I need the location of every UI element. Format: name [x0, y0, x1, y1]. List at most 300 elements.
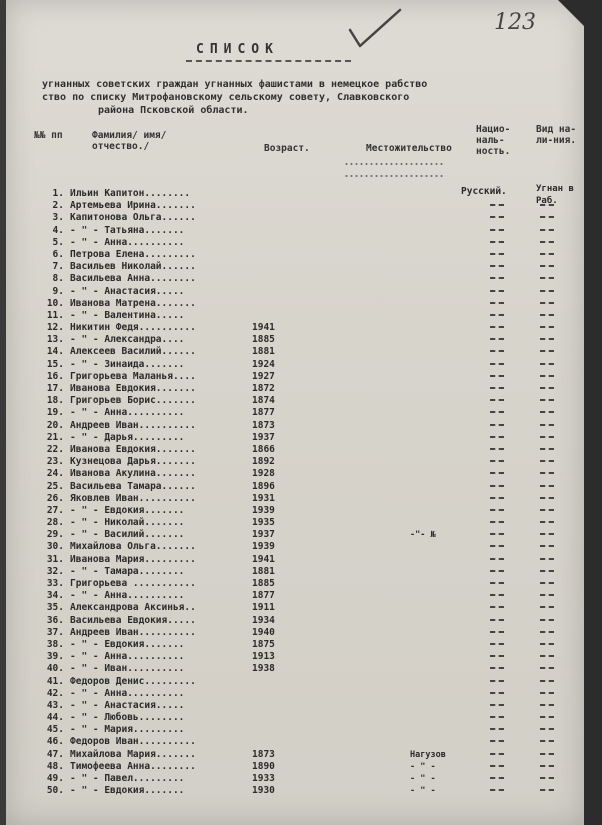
ditto-mark — [490, 643, 504, 649]
row-number: 6. — [52, 248, 64, 260]
ditto-mark — [540, 485, 554, 491]
ditto-mark — [490, 558, 504, 564]
row-number: 12. — [46, 322, 64, 334]
person-name: Федоров Иван.......... — [70, 736, 196, 748]
table-row — [40, 578, 580, 590]
ditto-mark — [540, 387, 554, 393]
ditto-mark — [540, 643, 554, 649]
table-row — [40, 724, 580, 736]
ditto-mark — [540, 436, 554, 442]
table-row — [40, 395, 580, 407]
row-number: 24. — [46, 468, 64, 480]
row-number: 3. — [52, 212, 64, 224]
table-row — [40, 225, 580, 237]
birth-year: 1896 — [252, 480, 275, 492]
birth-year: 1873 — [252, 748, 275, 760]
table-row — [40, 420, 580, 432]
ditto-mark — [490, 204, 504, 210]
ditto-mark — [490, 728, 504, 734]
person-name: - " - Любовь........ — [70, 712, 185, 724]
table-row — [40, 468, 580, 480]
table-row — [40, 444, 580, 456]
ditto-mark — [490, 399, 504, 405]
table-row — [40, 773, 580, 785]
table-row — [40, 432, 580, 444]
row-number: 9. — [52, 285, 64, 297]
row-number: 33. — [46, 578, 64, 589]
ditto-mark — [540, 631, 554, 637]
ditto-mark — [540, 594, 554, 600]
ditto-mark — [540, 497, 554, 503]
person-name: Капитонова Ольга...... — [70, 212, 196, 224]
ditto-mark — [540, 314, 554, 320]
row-number: 7. — [52, 261, 64, 273]
birth-year: 1885 — [252, 334, 275, 346]
ditto-mark — [490, 302, 504, 308]
row-number: 39. — [46, 651, 64, 663]
person-name: Михайлова Мария....... — [70, 748, 196, 760]
table-row — [40, 322, 580, 334]
birth-year: 1924 — [252, 358, 275, 370]
header-num: №№ пп — [34, 130, 63, 141]
ditto-mark — [540, 472, 554, 478]
birth-year: 1939 — [252, 541, 275, 553]
person-name: Васильева Тамара...... — [70, 480, 196, 492]
person-name: Александрова Аксинья.. — [70, 602, 196, 614]
birth-year: 1890 — [252, 760, 275, 772]
ditto-mark — [490, 326, 504, 332]
ditto-mark — [490, 606, 504, 612]
ditto-mark — [540, 655, 554, 661]
table-row — [40, 590, 580, 602]
ditto-mark — [490, 350, 504, 356]
table-row — [40, 639, 580, 651]
ditto-mark — [540, 533, 554, 539]
row-number: 42. — [46, 687, 64, 699]
ditto-mark — [490, 716, 504, 722]
birth-year: 1911 — [252, 602, 275, 614]
ditto-mark — [490, 680, 504, 686]
row-number: 48. — [46, 760, 64, 772]
dot-leader — [344, 160, 444, 168]
ditto-mark — [490, 241, 504, 247]
person-name: Иванова Матрена....... — [70, 297, 196, 309]
ditto-mark — [540, 680, 554, 686]
ditto-mark — [490, 387, 504, 393]
person-name: - " - Анастасия..... — [70, 699, 185, 711]
row-number: 29. — [46, 529, 64, 541]
ditto-mark — [490, 789, 504, 795]
ditto-mark — [490, 765, 504, 771]
table-row — [40, 566, 580, 578]
row-number: 22. — [46, 443, 64, 455]
person-name: - " - Евдокия....... — [70, 638, 185, 650]
ditto-mark — [540, 411, 554, 417]
birth-year: 1877 — [252, 407, 275, 419]
table-row — [40, 261, 580, 273]
table-row — [40, 334, 580, 346]
person-name: Иванова Мария......... — [70, 553, 196, 565]
person-name: Васильев Николай...... — [70, 261, 196, 273]
row-number: 4. — [52, 224, 64, 236]
person-name: Иванова Евдокия....... — [70, 443, 196, 455]
person-name: - " - Дарья......... — [70, 431, 185, 443]
person-name: - " - Анна.......... — [70, 236, 185, 248]
table-row — [40, 761, 580, 773]
ditto-mark — [490, 545, 504, 551]
person-name: Григорьева Маланья.... — [70, 370, 196, 382]
birth-year: 1927 — [252, 370, 275, 382]
ditto-mark — [540, 740, 554, 746]
row-number: 19. — [46, 407, 64, 419]
table-row — [40, 615, 580, 627]
ditto-mark — [490, 533, 504, 539]
ditto-mark — [490, 704, 504, 710]
ditto-mark — [540, 509, 554, 515]
ditto-mark — [540, 606, 554, 612]
row-number: 11. — [46, 309, 64, 321]
header-nationality: Нацио-наль-ность. — [476, 124, 511, 157]
birth-year: 1877 — [252, 590, 275, 602]
ditto-mark — [540, 728, 554, 734]
ditto-mark — [490, 753, 504, 759]
row-number: 5. — [52, 236, 64, 248]
ditto-mark — [490, 485, 504, 491]
person-name: - " - Тамара........ — [70, 565, 185, 577]
ditto-mark — [490, 314, 504, 320]
ditto-mark — [490, 619, 504, 625]
occupation-first-value: Угнан в Раб. — [536, 184, 574, 206]
person-name: Яковлев Иван.......... — [70, 492, 196, 504]
intro-line: района Псковской области. — [98, 105, 249, 116]
ditto-mark — [540, 241, 554, 247]
birth-year: 1881 — [252, 565, 275, 577]
ditto-mark — [490, 582, 504, 588]
person-name: - " - Валентина..... — [70, 309, 185, 321]
row-number: 40. — [46, 663, 64, 675]
table-row — [40, 273, 580, 285]
birth-year: 1933 — [252, 773, 275, 784]
birth-year: 1928 — [252, 468, 275, 480]
table-row — [40, 310, 580, 322]
row-number: 38. — [46, 638, 64, 650]
table-row — [40, 749, 580, 761]
person-name: Петрова Елена......... — [70, 248, 196, 260]
person-name: Кузнецова Дарья....... — [70, 456, 196, 468]
ditto-mark — [490, 472, 504, 478]
row-number: 37. — [46, 626, 64, 638]
ditto-mark — [490, 509, 504, 515]
row-number: 28. — [46, 517, 64, 529]
table-row — [40, 517, 580, 529]
row-number: 20. — [46, 419, 64, 431]
birth-year: 1930 — [252, 785, 275, 797]
row-number: 18. — [46, 395, 64, 407]
ditto-mark — [490, 655, 504, 661]
row-number: 25. — [46, 480, 64, 492]
ditto-mark — [540, 619, 554, 625]
ditto-mark — [490, 265, 504, 271]
ditto-mark — [540, 326, 554, 332]
row-number: 27. — [46, 504, 64, 516]
table-row — [40, 371, 580, 383]
table-row — [40, 700, 580, 712]
ditto-mark — [540, 777, 554, 783]
ditto-mark — [540, 375, 554, 381]
person-name: Васильева Анна........ — [70, 273, 196, 285]
birth-year: 1941 — [252, 322, 275, 334]
ditto-mark — [490, 692, 504, 698]
table-row — [40, 359, 580, 371]
birth-year: 1935 — [252, 517, 275, 529]
ditto-mark — [540, 424, 554, 430]
birth-year: 1872 — [252, 383, 275, 394]
person-name: - " - Мария......... — [70, 724, 185, 736]
person-name: - " - Анна.......... — [70, 590, 185, 602]
page-number: 123 — [494, 10, 536, 35]
row-number: 17. — [46, 383, 64, 394]
row-number: 26. — [46, 492, 64, 504]
intro-line: ство по списку Митрофановскому сельскому совету, Славковского — [42, 92, 410, 103]
birth-year: 1937 — [252, 529, 275, 541]
row-number: 35. — [46, 602, 64, 614]
row-number: 46. — [46, 736, 64, 748]
person-name: - " - Александра.... — [70, 334, 185, 346]
ditto-mark — [490, 521, 504, 527]
birth-year: 1874 — [252, 395, 275, 407]
ditto-mark — [540, 460, 554, 466]
ditto-mark — [490, 277, 504, 283]
header-age: Возраст. — [264, 143, 310, 154]
ditto-mark — [540, 350, 554, 356]
row-number: 47. — [46, 748, 64, 760]
ditto-mark — [540, 545, 554, 551]
ditto-mark — [540, 265, 554, 271]
row-number: 13. — [46, 334, 64, 346]
table-row — [40, 651, 580, 663]
ditto-mark — [490, 740, 504, 746]
ditto-mark — [490, 594, 504, 600]
row-number: 50. — [46, 785, 64, 797]
ditto-mark — [490, 216, 504, 222]
ditto-mark — [540, 448, 554, 454]
table-row — [40, 346, 580, 358]
table-row — [40, 554, 580, 566]
ditto-mark — [540, 667, 554, 673]
person-name: Андреев Иван.......... — [70, 626, 196, 638]
header-name: Фамилия/ имя/ отчество./ — [92, 130, 167, 152]
row-number: 21. — [46, 431, 64, 443]
person-name: Михайлова Ольга....... — [70, 541, 196, 553]
person-name: - " - Евдокия....... — [70, 785, 185, 797]
ditto-mark — [540, 302, 554, 308]
person-name: Никитин Федя.......... — [70, 322, 196, 334]
ditto-mark — [490, 497, 504, 503]
ditto-mark — [540, 765, 554, 771]
intro-line: угнанных советских граждан угнанных фашистами в немецкое рабство — [42, 79, 428, 90]
ditto-mark — [540, 399, 554, 405]
person-name: Васильева Евдокия..... — [70, 614, 196, 626]
birth-year: 1941 — [252, 553, 275, 565]
person-name: Федоров Денис......... — [70, 675, 196, 687]
person-name: Григорьева ........... — [70, 578, 196, 589]
ditto-mark — [490, 375, 504, 381]
header-residence: Местожительство — [366, 143, 452, 154]
person-name: Тимофеева Анна........ — [70, 760, 196, 772]
row-number: 44. — [46, 712, 64, 724]
ditto-mark — [540, 716, 554, 722]
row-number: 23. — [46, 456, 64, 468]
person-name: - " - Анна.......... — [70, 407, 185, 419]
birth-year: 1940 — [252, 626, 275, 638]
row-number: 16. — [46, 370, 64, 382]
person-list — [40, 188, 580, 797]
ditto-mark — [540, 363, 554, 369]
ditto-mark — [490, 631, 504, 637]
title-underline — [186, 60, 351, 62]
person-name: - " - Анна.......... — [70, 687, 185, 699]
birth-year: 1881 — [252, 346, 275, 358]
row-number: 15. — [46, 358, 64, 370]
row-number: 34. — [46, 590, 64, 602]
table-row — [40, 505, 580, 517]
birth-year: 1938 — [252, 663, 275, 675]
table-row — [40, 383, 580, 395]
ditto-mark — [540, 704, 554, 710]
ditto-mark — [490, 290, 504, 296]
table-row — [40, 298, 580, 310]
table-row — [40, 407, 580, 419]
person-name: - " - Иван.......... — [70, 663, 185, 675]
row-number: 1. — [52, 188, 64, 199]
table-row — [40, 212, 580, 224]
ditto-mark — [540, 692, 554, 698]
birth-year: 1866 — [252, 443, 275, 455]
row-number: 41. — [46, 675, 64, 687]
ditto-mark — [540, 753, 554, 759]
ditto-mark — [540, 789, 554, 795]
row-number: 14. — [46, 346, 64, 358]
ditto-mark — [490, 460, 504, 466]
header-occupation: Вид на-ли-ния. — [536, 124, 577, 146]
nationality-first-value: Русский. — [461, 186, 507, 197]
person-name: - " - Анастасия..... — [70, 285, 185, 297]
person-name: - " - Татьяна....... — [70, 224, 185, 236]
ditto-mark — [490, 253, 504, 259]
table-row — [40, 481, 580, 493]
table-row — [40, 736, 580, 748]
row-number: 8. — [52, 273, 64, 285]
ditto-mark — [490, 777, 504, 783]
row-number: 45. — [46, 724, 64, 736]
checkmark-icon — [346, 6, 406, 52]
table-row — [40, 541, 580, 553]
row-number: 2. — [52, 200, 64, 212]
row-number: 10. — [46, 297, 64, 309]
scan-edge — [584, 0, 602, 825]
ditto-mark — [490, 229, 504, 235]
ditto-mark — [540, 558, 554, 564]
table-row — [40, 785, 580, 797]
ditto-mark — [490, 424, 504, 430]
person-name: - " - Николай....... — [70, 517, 185, 529]
table-row — [40, 688, 580, 700]
birth-year: 1934 — [252, 614, 275, 626]
person-name: Андреев Иван.......... — [70, 419, 196, 431]
ditto-mark — [540, 216, 554, 222]
ditto-mark — [490, 448, 504, 454]
row-number: 43. — [46, 699, 64, 711]
row-number: 36. — [46, 614, 64, 626]
ditto-mark — [540, 229, 554, 235]
row-number: 31. — [46, 553, 64, 565]
person-name: Ильин Капитон........ — [70, 188, 191, 199]
birth-year: 1931 — [252, 492, 275, 504]
ditto-mark — [490, 338, 504, 344]
person-name: Иванова Акулина....... — [70, 468, 196, 480]
table-row — [40, 456, 580, 468]
birth-year: 1885 — [252, 578, 275, 589]
document-sheet — [6, 0, 584, 825]
table-row — [40, 529, 580, 541]
ditto-mark — [540, 253, 554, 259]
table-row — [40, 602, 580, 614]
person-name: Григорьев Борис....... — [70, 395, 196, 407]
person-name: - " - Зинаида....... — [70, 358, 185, 370]
ditto-mark — [490, 570, 504, 576]
document-title: СПИСОК — [196, 42, 279, 57]
person-name: - " - Павел......... — [70, 773, 185, 784]
row-number: 32. — [46, 565, 64, 577]
document-intro — [42, 78, 562, 117]
residence-value: - " - — [410, 774, 436, 784]
table-row — [40, 712, 580, 724]
table-row — [40, 493, 580, 505]
table-row — [40, 663, 580, 675]
birth-year: 1892 — [252, 456, 275, 468]
person-name: Артемьева Ирина....... — [70, 200, 196, 212]
ditto-mark — [490, 363, 504, 369]
dot-leader — [344, 172, 444, 180]
ditto-mark — [540, 290, 554, 296]
person-name: Иванова Евдокия....... — [70, 383, 196, 394]
person-name: - " - Анна.......... — [70, 651, 185, 663]
ditto-mark — [540, 570, 554, 576]
birth-year: 1913 — [252, 651, 275, 663]
ditto-mark — [540, 204, 554, 210]
ditto-mark — [490, 411, 504, 417]
table-row — [40, 627, 580, 639]
residence-value: Нагузов — [410, 749, 446, 760]
ditto-mark — [490, 436, 504, 442]
residence-value: -"- № — [410, 530, 436, 541]
table-row — [40, 249, 580, 261]
table-row — [40, 237, 580, 249]
ditto-mark — [490, 667, 504, 673]
person-name: - " - Василий....... — [70, 529, 185, 541]
person-name: Алексеев Василий...... — [70, 346, 196, 358]
row-number: 30. — [46, 541, 64, 553]
table-row — [40, 676, 580, 688]
person-name: - " - Евдокия....... — [70, 504, 185, 516]
ditto-mark — [540, 338, 554, 344]
residence-value: - " - — [410, 786, 436, 797]
ditto-mark — [540, 582, 554, 588]
residence-value: - " - — [410, 761, 436, 772]
table-row — [40, 286, 580, 298]
birth-year: 1875 — [252, 638, 275, 650]
birth-year: 1873 — [252, 419, 275, 431]
